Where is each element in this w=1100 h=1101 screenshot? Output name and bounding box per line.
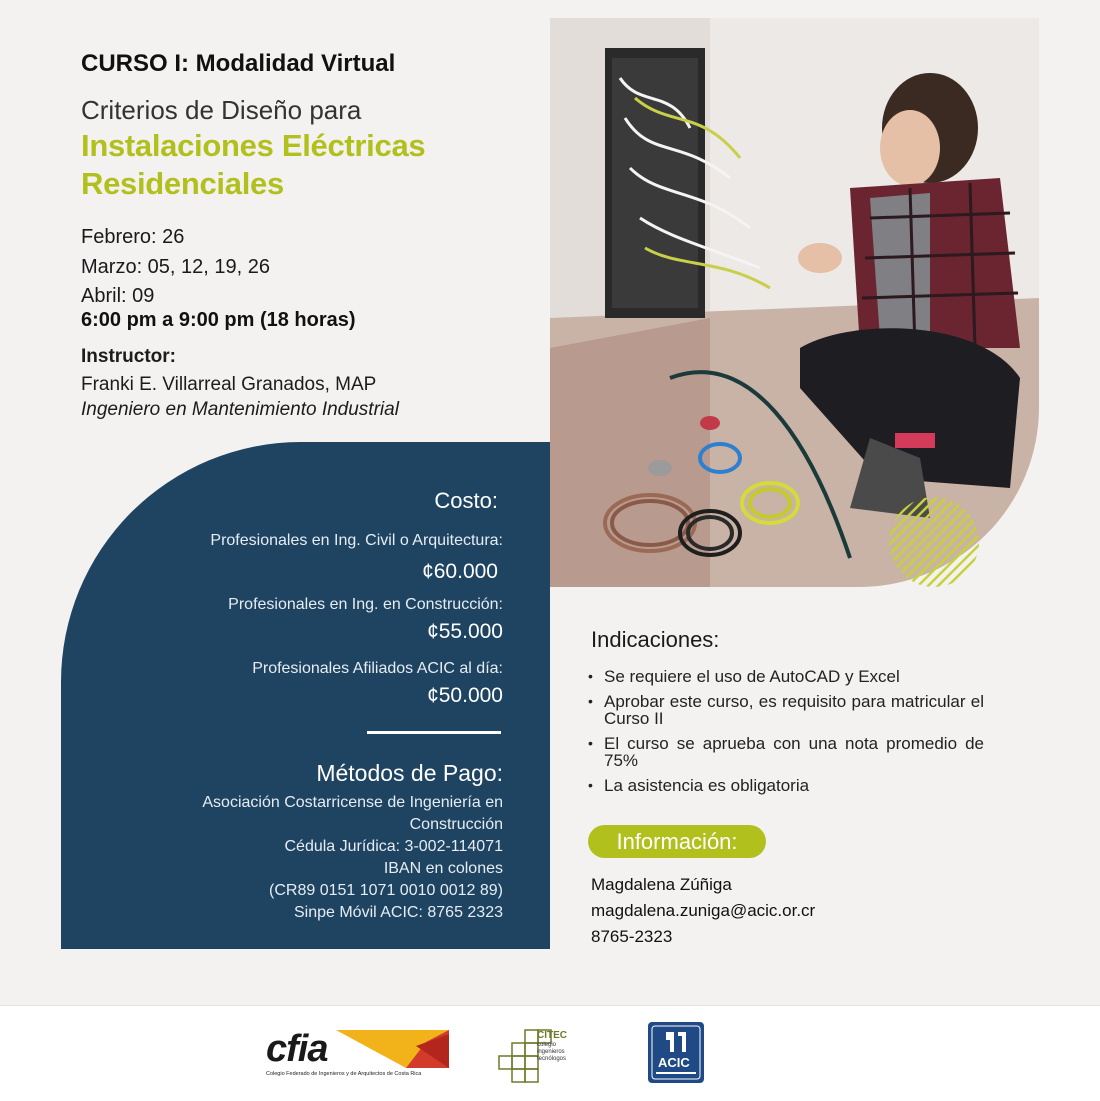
course-title-line1: Instalaciones Eléctricas <box>81 128 426 163</box>
course-title-line2: Residenciales <box>81 166 284 201</box>
acic-wordmark: ACIC <box>658 1055 690 1070</box>
contact-phone: 8765-2323 <box>591 927 673 946</box>
cost-item-description: Profesionales en Ing. Civil o Arquitectura: <box>210 532 503 549</box>
cost-item-description: Profesionales en Ing. en Construcción: <box>228 596 503 613</box>
indication-item: • Aprobar este curso, es requisito para matricular el Curso II <box>588 693 984 727</box>
indication-item: • El curso se aprueba con una nota promedio de 75% <box>588 735 984 769</box>
instructor-role: Ingeniero en Mantenimiento Industrial <box>81 399 399 420</box>
date-march: Marzo: 05, 12, 19, 26 <box>81 256 271 278</box>
panel-divider <box>367 731 501 734</box>
citec-caption: colegio ingenieros tecnólogos <box>537 1042 567 1062</box>
date-april: Abril: 09 <box>81 285 155 307</box>
course-label: CURSO I: Modalidad Virtual <box>81 50 396 77</box>
cfia-logo <box>266 1028 451 1080</box>
footer <box>0 1005 1100 1101</box>
payment-line: Asociación Costarricense de Ingeniería en <box>202 794 503 811</box>
indication-item: • La asistencia es obligatoria <box>588 777 984 794</box>
payment-line: Cédula Jurídica: 3-002-114071 <box>284 838 503 855</box>
decorative-striped-circle <box>888 496 980 588</box>
cost-panel <box>61 442 550 949</box>
schedule-time: 6:00 pm a 9:00 pm (18 horas) <box>81 309 356 331</box>
cfia-caption: Colegio Federado de Ingenieros y de Arquitectos de Costa Rica <box>266 1071 422 1077</box>
instructor-name: Franki E. Villarreal Granados, MAP <box>81 374 377 395</box>
cfia-wordmark: cfia <box>266 1028 328 1070</box>
payment-line: Sinpe Móvil ACIC: 8765 2323 <box>293 904 503 921</box>
payment-line: IBAN en colones <box>383 860 503 877</box>
indication-item: • Se requiere el uso de AutoCAD y Excel <box>588 668 984 685</box>
payment-line: (CR89 0151 1071 0010 0012 89) <box>269 882 503 899</box>
date-february: Febrero: 26 <box>81 226 185 248</box>
course-subtitle: Criterios de Diseño para <box>81 95 362 125</box>
citec-wordmark: CITEC <box>537 1030 567 1041</box>
contact-name: Magdalena Zúñiga <box>591 875 732 894</box>
payment-line: Construcción <box>409 816 503 833</box>
instructor-label: Instructor: <box>81 346 176 367</box>
citec-logo <box>497 1022 607 1084</box>
contact-email[interactable]: magdalena.zuniga@acic.or.cr <box>591 901 816 920</box>
acic-logo <box>648 1022 704 1083</box>
indications-heading: Indicaciones: <box>591 627 720 652</box>
cost-item-price: ¢60.000 <box>422 560 498 583</box>
cost-item-price: ¢50.000 <box>427 684 503 707</box>
indications-list <box>588 668 984 802</box>
payment-heading: Métodos de Pago: <box>316 760 503 786</box>
cost-item-price: ¢55.000 <box>427 620 503 643</box>
info-pill: Información: <box>588 825 766 858</box>
cost-item-description: Profesionales Afiliados ACIC al día: <box>252 660 503 677</box>
cost-heading: Costo: <box>434 488 498 513</box>
